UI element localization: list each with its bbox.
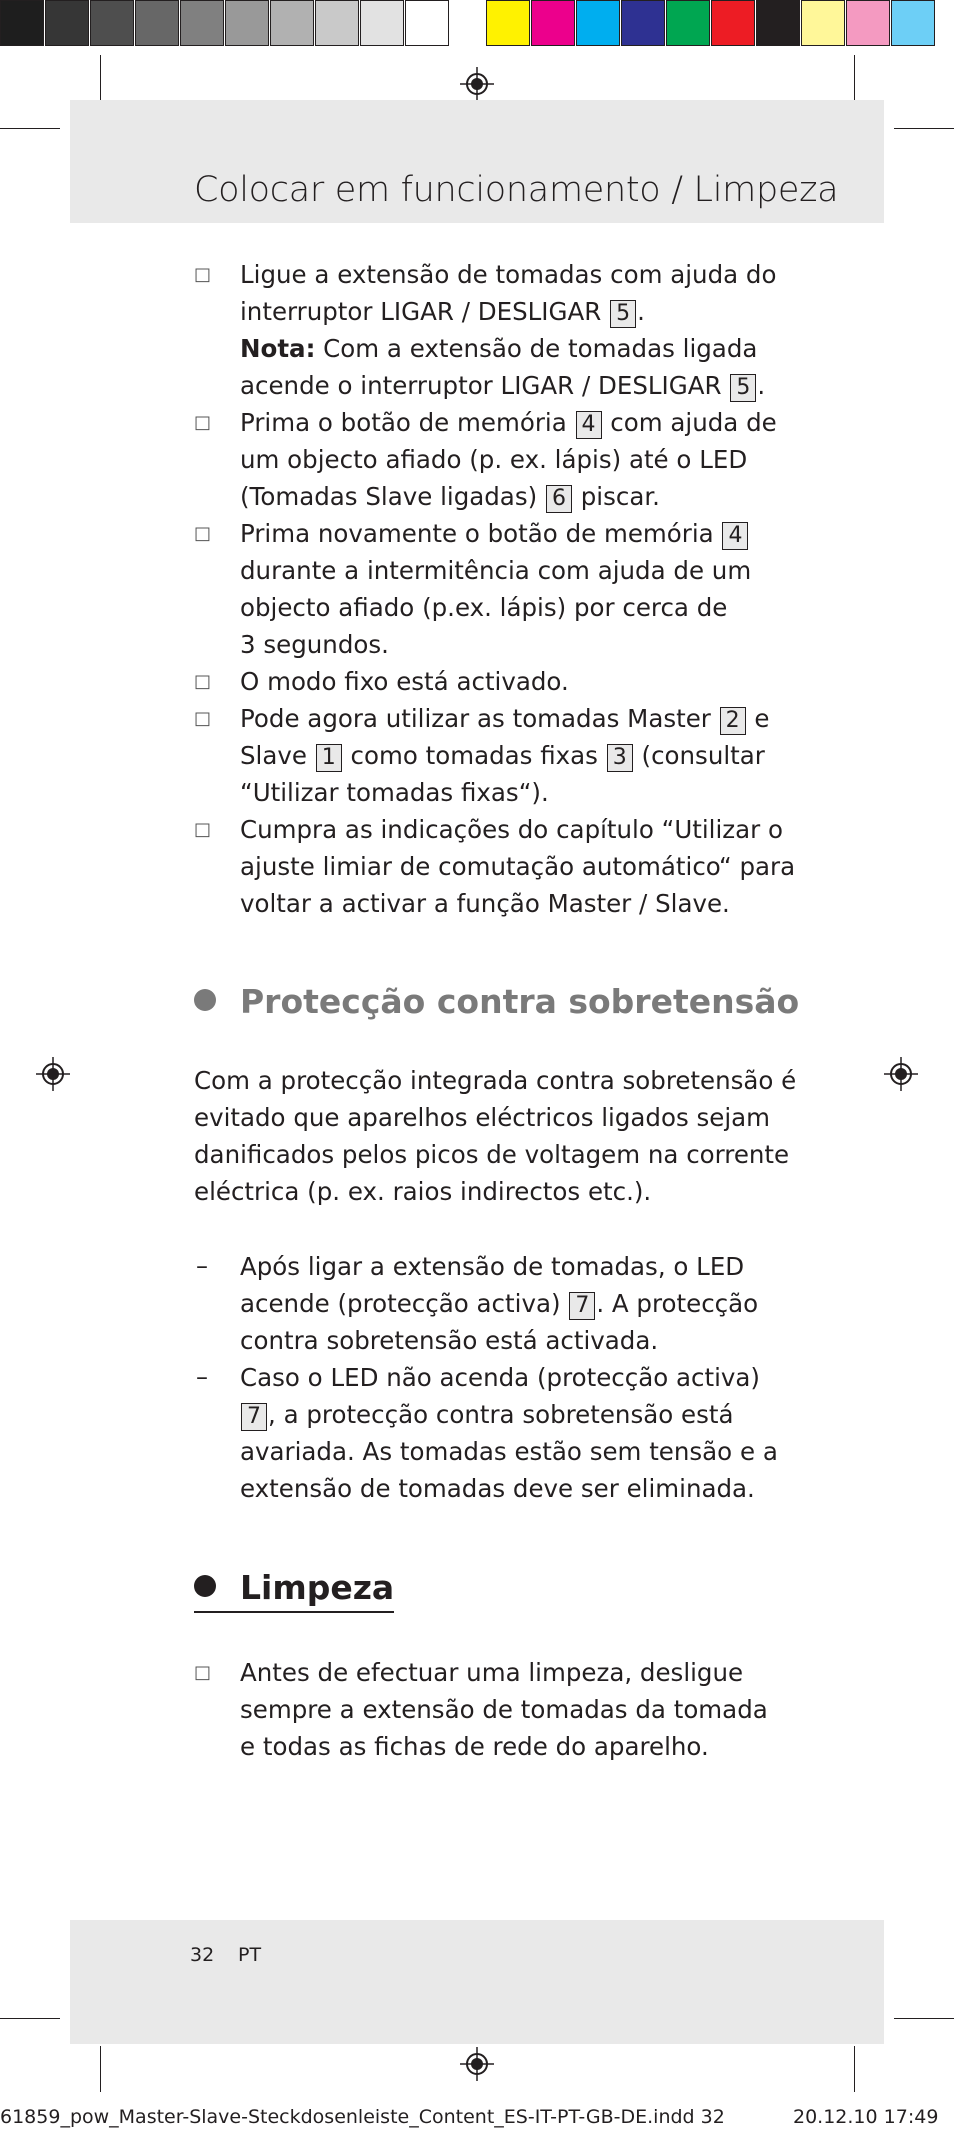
protection-list [194,1248,778,1507]
color-swatch [225,0,269,46]
part-reference: 6 [546,485,572,513]
color-swatch [801,0,845,46]
part-reference: 7 [569,1292,595,1320]
list-item: □ Antes de efectuar uma limpeza, desligue sempre a extensão de tomadas da tomada e todas as fichas de rede do aparelho. [194,1654,774,1765]
color-swatch [405,0,449,46]
part-reference: 7 [241,1403,267,1431]
list-item: □ Ligue a extensão de tomadas com ajuda do interruptor LIGAR / DESLIGAR 5 . Nota: Com a extensão de tomadas ligada acende o interruptor LIGAR / DESLIGAR 5 . [194,256,774,404]
color-swatch [576,0,620,46]
color-swatch [0,0,44,46]
list-item: – Após ligar a extensão de tomadas, o LED acende (protecção activa) 7 . A protecção contra sobretensão está activada. [194,1248,774,1359]
page-title: Colocar em funcionamento / Limpeza [194,170,839,210]
dash-bullet: – [196,1363,208,1391]
list-item: □ Prima o botão de memória 4 com ajuda de um objecto afiado (p. ex. lápis) até o LED (Tomadas Slave ligadas) 6 piscar. [194,404,774,515]
checkbox-bullet-icon: □ [194,1662,212,1683]
cleaning-list [194,1654,774,1765]
color-swatch [90,0,134,46]
setup-steps-list [194,256,796,922]
color-swatch [711,0,755,46]
checkbox-bullet-icon: □ [194,671,212,692]
part-reference: 2 [720,707,746,735]
slug-datetime: 20.12.10 17:49 [793,2106,939,2128]
crop-mark [0,128,60,129]
language-code: PT [238,1944,262,1966]
section-heading-protection: Protecção contra sobretensão [194,982,799,1021]
color-swatch [666,0,710,46]
crop-mark [894,2018,954,2019]
color-swatch [180,0,224,46]
registration-mark-icon [36,1057,70,1091]
footer-band [70,1920,884,2044]
color-swatch [45,0,89,46]
checkbox-bullet-icon: □ [194,819,212,840]
protection-intro: Com a protecção integrada contra sobretensão é evitado que aparelhos eléctricos ligados sejam danificados pelos picos de voltagem na corrente eléctrica (p. ex. raios indirectos etc.). [194,1066,797,1206]
checkbox-bullet-icon: □ [194,264,212,285]
color-swatch [486,0,530,46]
crop-mark [854,2046,855,2092]
part-reference: 5 [730,374,756,402]
crop-mark [894,128,954,129]
section-heading-cleaning: Limpeza [194,1568,394,1613]
checkbox-bullet-icon: □ [194,412,212,433]
list-item: □ Pode agora utilizar as tomadas Master 2 e Slave 1 como tomadas fixas 3 (consultar “Utilizar tomadas fixas“). [194,700,774,811]
part-reference: 4 [576,411,602,439]
part-reference: 1 [316,744,342,772]
color-swatch [531,0,575,46]
crop-mark [100,2046,101,2092]
color-swatch [270,0,314,46]
note-label: Nota: [240,334,316,363]
crop-mark [0,2018,60,2019]
crop-mark [100,55,101,103]
part-reference: 4 [722,522,748,550]
list-item: – Caso o LED não acenda (protecção activa) 7 , a protecção contra sobretensão está avariada. As tomadas estão sem tensão e a extensão de tomadas deve ser eliminada. [194,1359,774,1507]
bullet-dot-icon [194,1575,216,1597]
gray-swatch-strip [0,0,450,48]
page-number: 32 [190,1944,215,1966]
bullet-dot-icon [194,989,216,1011]
color-swatch [360,0,404,46]
color-swatch-strip [486,0,936,48]
color-swatch [621,0,665,46]
slug-filename: 61859_pow_Master-Slave-Steckdosenleiste_Content_ES-IT-PT-GB-DE.indd 32 [0,2106,725,2128]
crop-mark [854,55,855,103]
checkbox-bullet-icon: □ [194,523,212,544]
dash-bullet: – [196,1252,208,1280]
part-reference: 5 [610,300,636,328]
registration-mark-icon [884,1057,918,1091]
registration-mark-icon [460,67,494,101]
checkbox-bullet-icon: □ [194,708,212,729]
color-swatch [846,0,890,46]
list-item: □ Cumpra as indicações do capítulo “Utilizar o ajuste limiar de comutação automático“ para voltar a activar a função Master / Slave. [194,811,774,922]
color-swatch [891,0,935,46]
color-swatch [135,0,179,46]
list-item: □ O modo fixo está activado. [194,663,774,700]
registration-mark-icon [460,2047,494,2081]
part-reference: 3 [607,744,633,772]
color-swatch [315,0,359,46]
list-item: □ Prima novamente o botão de memória 4 durante a intermitência com ajuda de um objecto afiado (p.ex. lápis) por cerca de 3 segundos. [194,515,774,663]
color-swatch [756,0,800,46]
